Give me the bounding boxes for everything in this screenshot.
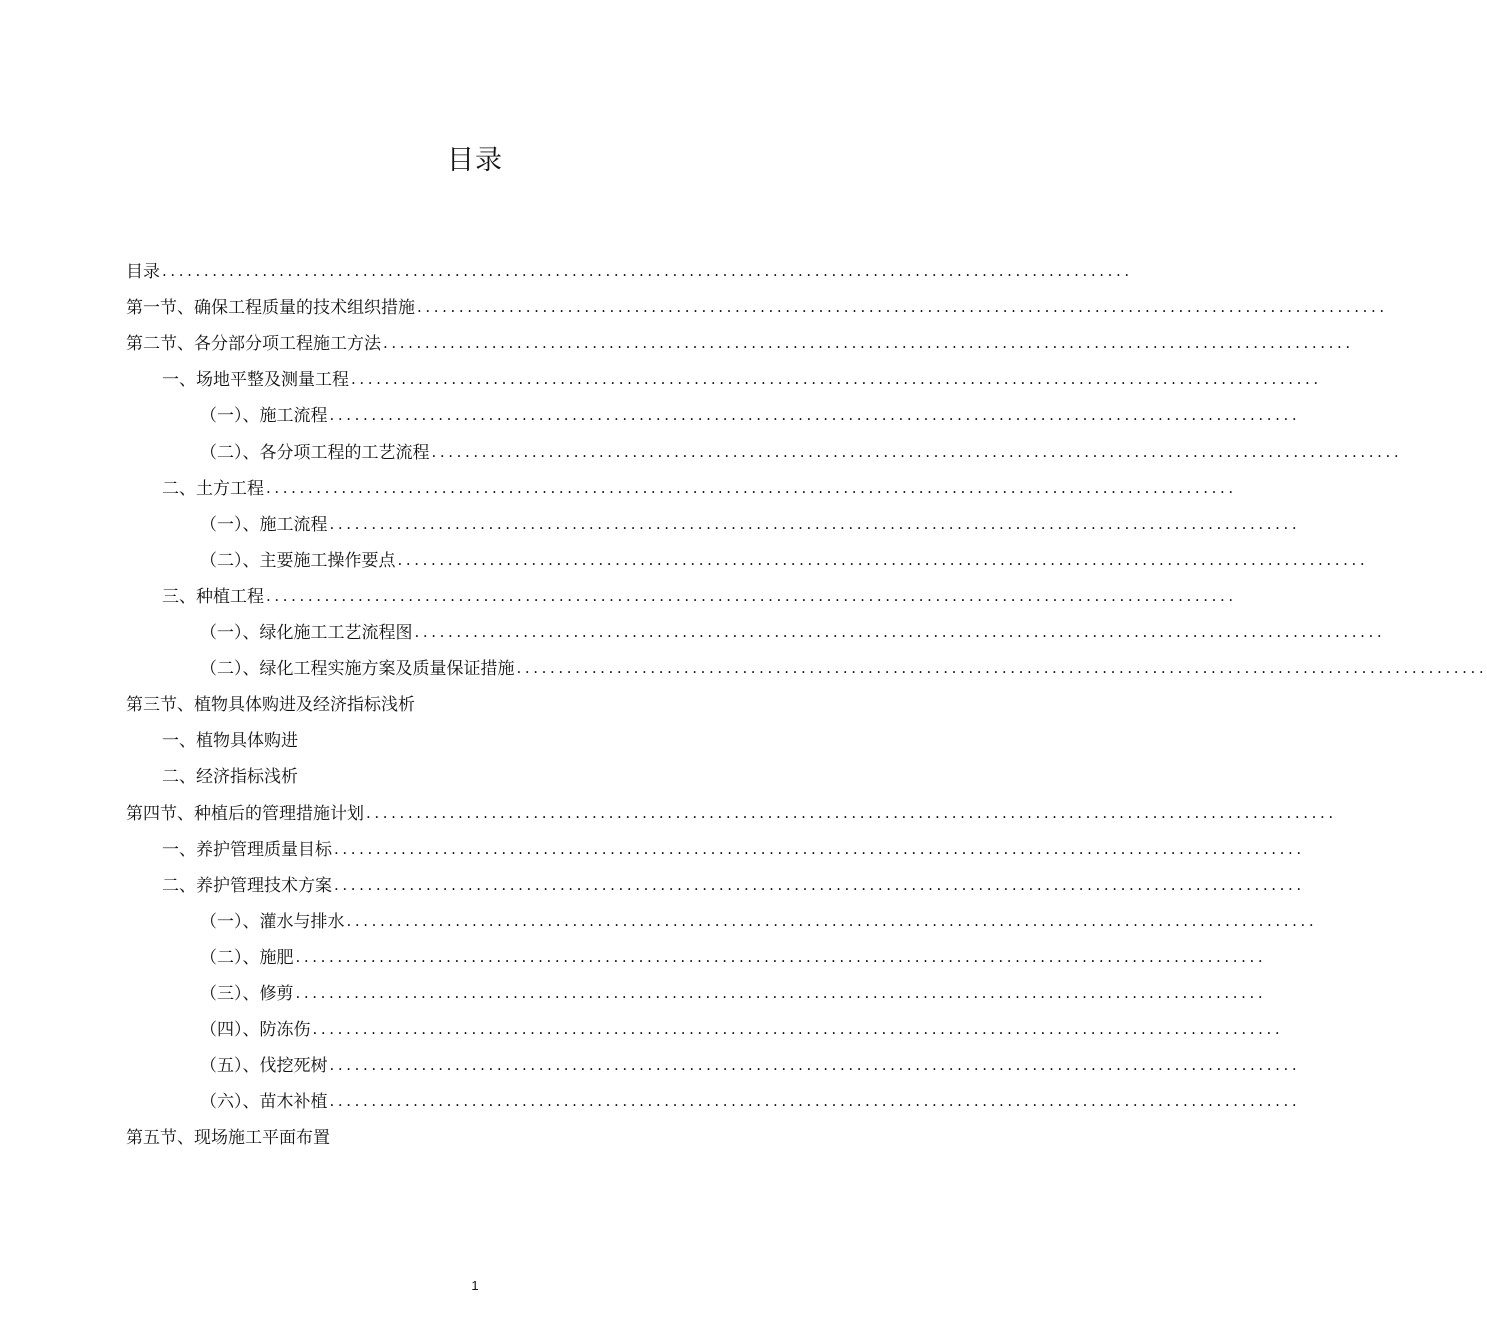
toc-dot-leader: .................................................................................................................... (266, 479, 1237, 497)
toc-entry-text: 一、养护管理质量目标 (162, 840, 332, 860)
toc-entry-text: 二、养护管理技术方案 (162, 876, 332, 896)
page-title: 目录 (447, 145, 503, 176)
toc-entry-text: 二、经济指标浅析 (162, 767, 298, 787)
toc-entry[interactable] (200, 1046, 1301, 1076)
toc-entry[interactable] (200, 1082, 1301, 1112)
toc-entry[interactable] (200, 396, 1301, 426)
toc-entry[interactable] (162, 757, 822, 787)
toc-entry-text: （六）、苗木补植 (200, 1092, 328, 1112)
toc-entry[interactable] (162, 830, 1305, 860)
toc-entry-text: 第五节、现场施工平面布置 (126, 1128, 330, 1148)
toc-dot-leader: .................................................................................................................... (295, 948, 1267, 966)
toc-dot-leader: .................................................................................................................... (397, 551, 1369, 569)
toc-entry[interactable] (200, 505, 1301, 535)
toc-entry-text: （四）、防冻伤 (200, 1020, 311, 1040)
toc-entry[interactable] (126, 794, 1337, 824)
toc-entry[interactable] (162, 721, 822, 751)
toc-entry[interactable] (126, 252, 1133, 282)
toc-entry-text: 三、种植工程 (162, 587, 264, 607)
toc-entry[interactable] (126, 288, 1388, 318)
toc-dot-leader: .................................................................................................................... (295, 984, 1267, 1002)
toc-entry[interactable] (200, 649, 1487, 679)
toc-entry[interactable] (126, 324, 1354, 354)
toc-entry-text: （三）、修剪 (200, 984, 294, 1004)
toc-entry[interactable] (126, 685, 830, 715)
toc-dot-leader: .................................................................................................................... (334, 876, 1305, 894)
toc-dot-leader: .................................................................................................................... (366, 804, 1337, 822)
toc-dot-leader: .................................................................................................................... (431, 443, 1403, 461)
toc-entry-text: 第三节、植物具体购进及经济指标浅析 (126, 695, 415, 715)
toc-entry-text: 第四节、种植后的管理措施计划 (126, 804, 364, 824)
toc-entry-text: 二、土方工程 (162, 479, 264, 499)
toc-dot-leader: .................................................................................................................... (516, 659, 1487, 677)
toc-dot-leader: .................................................................................................................... (266, 587, 1237, 605)
toc-dot-leader: .................................................................................................................... (162, 262, 1133, 280)
toc-dot-leader: .................................................................................................................... (329, 1092, 1301, 1110)
toc-entry-text: 第二节、各分部分项工程施工方法 (126, 334, 381, 354)
toc-entry-text: （二）、各分项工程的工艺流程 (200, 443, 430, 463)
toc-entry-text: （一）、绿化施工工艺流程图 (200, 623, 413, 643)
toc-entry[interactable] (200, 541, 1369, 571)
toc-dot-leader: .................................................................................................................... (383, 334, 1354, 352)
toc-dot-leader: .................................................................................................................... (329, 406, 1301, 424)
toc-entry[interactable] (126, 1118, 830, 1148)
toc-entry-text: （二）、主要施工操作要点 (200, 551, 396, 571)
toc-entry[interactable] (200, 613, 1386, 643)
toc-entry[interactable] (162, 360, 1322, 390)
page-number: 1 (471, 1278, 479, 1293)
toc-dot-leader: .................................................................................................................... (334, 840, 1305, 858)
toc-entry-text: （二）、绿化工程实施方案及质量保证措施 (200, 659, 515, 679)
toc-dot-leader: .................................................................................................................... (312, 1020, 1284, 1038)
toc-entry[interactable] (200, 974, 1267, 1004)
toc-entry-text: 第一节、确保工程质量的技术组织措施 (126, 298, 415, 318)
toc-entry[interactable] (162, 577, 1237, 607)
toc-entry[interactable] (200, 1010, 1284, 1040)
toc-entry-text: （五）、伐挖死树 (200, 1056, 328, 1076)
toc-dot-leader: .................................................................................................................... (417, 298, 1388, 316)
toc-dot-leader: .................................................................................................................... (351, 370, 1322, 388)
toc-entry-text: （一）、灌水与排水 (200, 912, 345, 932)
toc-entry-text: 一、植物具体购进 (162, 731, 298, 751)
toc-entry-text: （二）、施肥 (200, 948, 294, 968)
toc-dot-leader: .................................................................................................................... (346, 912, 1318, 930)
toc-entry[interactable] (162, 469, 1237, 499)
toc-dot-leader: .................................................................................................................... (329, 515, 1301, 533)
toc-entry-text: 目录 (126, 262, 160, 282)
toc-entry[interactable] (162, 866, 1305, 896)
toc-dot-leader: .................................................................................................................... (414, 623, 1386, 641)
toc-entry-text: 一、场地平整及测量工程 (162, 370, 349, 390)
toc-dot-leader: .................................................................................................................... (329, 1056, 1301, 1074)
toc-entry[interactable] (200, 902, 1318, 932)
toc-entry[interactable] (200, 938, 1267, 968)
toc-entry-text: （一）、施工流程 (200, 406, 328, 426)
toc-entry-text: （一）、施工流程 (200, 515, 328, 535)
toc-entry[interactable] (200, 433, 1403, 463)
